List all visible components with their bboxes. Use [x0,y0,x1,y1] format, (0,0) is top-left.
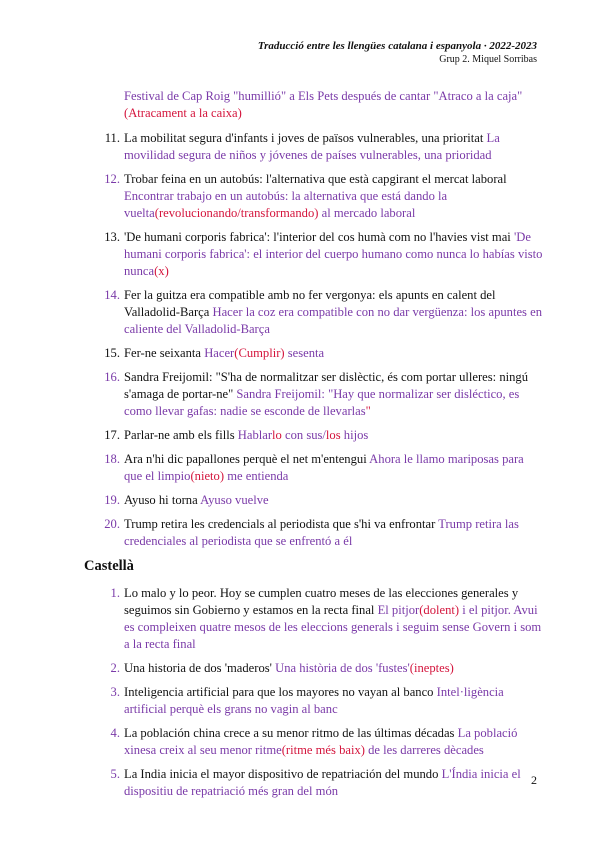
list-item [84,427,544,444]
source-text: La India inicia el mayor dispositivo de repatriación del mundo [124,767,439,781]
item-number: 2. [110,661,120,675]
item-number: 3. [110,685,120,699]
source-text: Trobar feina en un autobús: l'alternativa que està capgirant el mercat laboral [124,172,507,186]
correction-note: (nieto) [190,469,225,483]
source-text: La mobilitat segura d'infants i joves de països vulnerables, una prioritat [124,131,484,145]
catalan-list [84,130,544,550]
translation-text: La població xinesa creix al seu menor ritme [124,726,518,757]
list-item [84,229,544,280]
item-number: 20. [104,517,120,531]
translation-text: Intel·ligència artificial perquè els grans no vagin al banc [124,685,504,716]
translation-text: Sandra Freijomil: "Hay que normalizar ser disléctico, es como llevar gafas: nadie se esconde de llevarlas [124,387,520,418]
translation-text: Hacer la coz era compatible con no dar vergüenza: los apuntes en caliente del Valladolid-Barça [124,305,542,336]
translation-text: 'De humani corporis fabrica': el interior del cuerpo humano como nunca lo habías visto nunca [124,230,543,278]
correction-note: (x) [154,264,169,278]
source-text: Fer-ne seixanta [124,346,202,360]
translation-text: con sus/ [284,428,326,442]
translation-text: hijos [343,428,369,442]
item-number: 1. [110,586,120,600]
translation-text: Hacer [204,346,235,360]
item-number: 11. [104,131,120,145]
source-text: Sandra Freijomil: "S'ha de normalitzar ser dislèctic, és com portar ulleres: ningú s'amaga de portar-ne" [124,370,529,401]
list-item [84,766,544,800]
correction-note: (Atracament a la caixa) [124,106,242,120]
translation-text: La movilidad segura de niños y jóvenes de países vulnerables, una prioridad [124,131,500,162]
correction-note: lo [272,428,282,442]
header-subtitle: Grup 2. Miquel Sorribas [439,54,537,65]
page-content [84,88,544,807]
list-item [84,451,544,485]
translation-text: Hablar [237,428,273,442]
list-item [84,725,544,759]
item-number: 18. [104,452,120,466]
item-number: 4. [110,726,120,740]
list-item [84,287,544,338]
list-item [84,345,544,362]
source-text: La población china crece a su menor ritmo de las últimas décadas [124,726,455,740]
translation-text: me entienda [227,469,289,483]
source-text: Inteligencia artificial para que los mayores no vayan al banco [124,685,434,699]
translation-text: i el pitjor. Avui es compleixen quatre mesos de les eleccions generals i seguim sense Govern i som a la recta final [124,603,542,651]
translation-text: de les darreres dècades [368,743,484,757]
correction-note: los [325,428,341,442]
item-number: 12. [104,172,120,186]
correction-note: " [365,404,371,418]
correction-note: (dolent) [419,603,460,617]
list-item [84,660,544,677]
continuation-item [84,88,544,122]
header-title: Traducció entre les llengües catalana i espanyola · 2022-2023 [257,40,537,52]
source-text: Parlar-ne amb els fills [124,428,235,442]
item-number: 17. [104,428,120,442]
section-title: Castellà [84,558,134,574]
list-item [84,171,544,222]
translation-text: Una història de dos 'fustes' [275,661,410,675]
translation-text: El pitjor [377,603,420,617]
page-number: 2 [531,773,537,787]
page-header [258,40,537,66]
source-text: Ayuso hi torna [124,493,198,507]
source-text: Fer la guitza era compatible amb no fer vergonya: els apunts en calent del Valladolid-Barça [124,288,496,319]
source-text: Lo malo y lo peor. Hoy se cumplen cuatro meses de las elecciones generales y seguimos sin Gobierno y estamos en la recta final [124,586,519,617]
source-text: 'De humani corporis fabrica': l'interior del cos humà com no l'havies vist mai [124,230,511,244]
correction-note: (ineptes) [409,661,454,675]
correction-note: (ritme més baix) [281,743,365,757]
castellano-list [84,585,544,800]
item-number: 16. [104,370,120,384]
source-text: Ara n'hi dic papallones perquè el net m'entengui [124,452,367,466]
item-number: 15. [104,346,120,360]
list-item [84,516,544,550]
item-number: 19. [104,493,120,507]
translation-text: Festival de Cap Roig "humillió" a Els Pets después de cantar "Atraco a la caja" [124,89,523,103]
item-number: 13. [104,230,120,244]
list-item [84,130,544,164]
list-item [84,585,544,653]
list-item [84,684,544,718]
source-text: Trump retira les credencials al periodista que s'hi va enfrontar [124,517,436,531]
correction-note: (revolucionando/transformando) [154,206,319,220]
translation-text: al mercado laboral [321,206,416,220]
translation-text: L'Índia inicia el dispositiu de repatriació més gran del món [124,767,521,798]
translation-text: Ayuso vuelve [200,493,269,507]
list-item [84,369,544,420]
translation-text: Ahora le llamo mariposas para que el limpio [124,452,524,483]
translation-text: sesenta [287,346,325,360]
source-text: Una historia de dos 'maderos' [124,661,272,675]
item-number: 5. [110,767,120,781]
translation-text: Trump retira las credenciales al periodista que se enfrentó a él [124,517,519,548]
item-number: 14. [104,288,120,302]
list-item [84,492,544,509]
translation-text: Encontrar trabajo en un autobús: la alternativa que está dando la vuelta [124,189,448,220]
correction-note: (Cumplir) [234,346,285,360]
